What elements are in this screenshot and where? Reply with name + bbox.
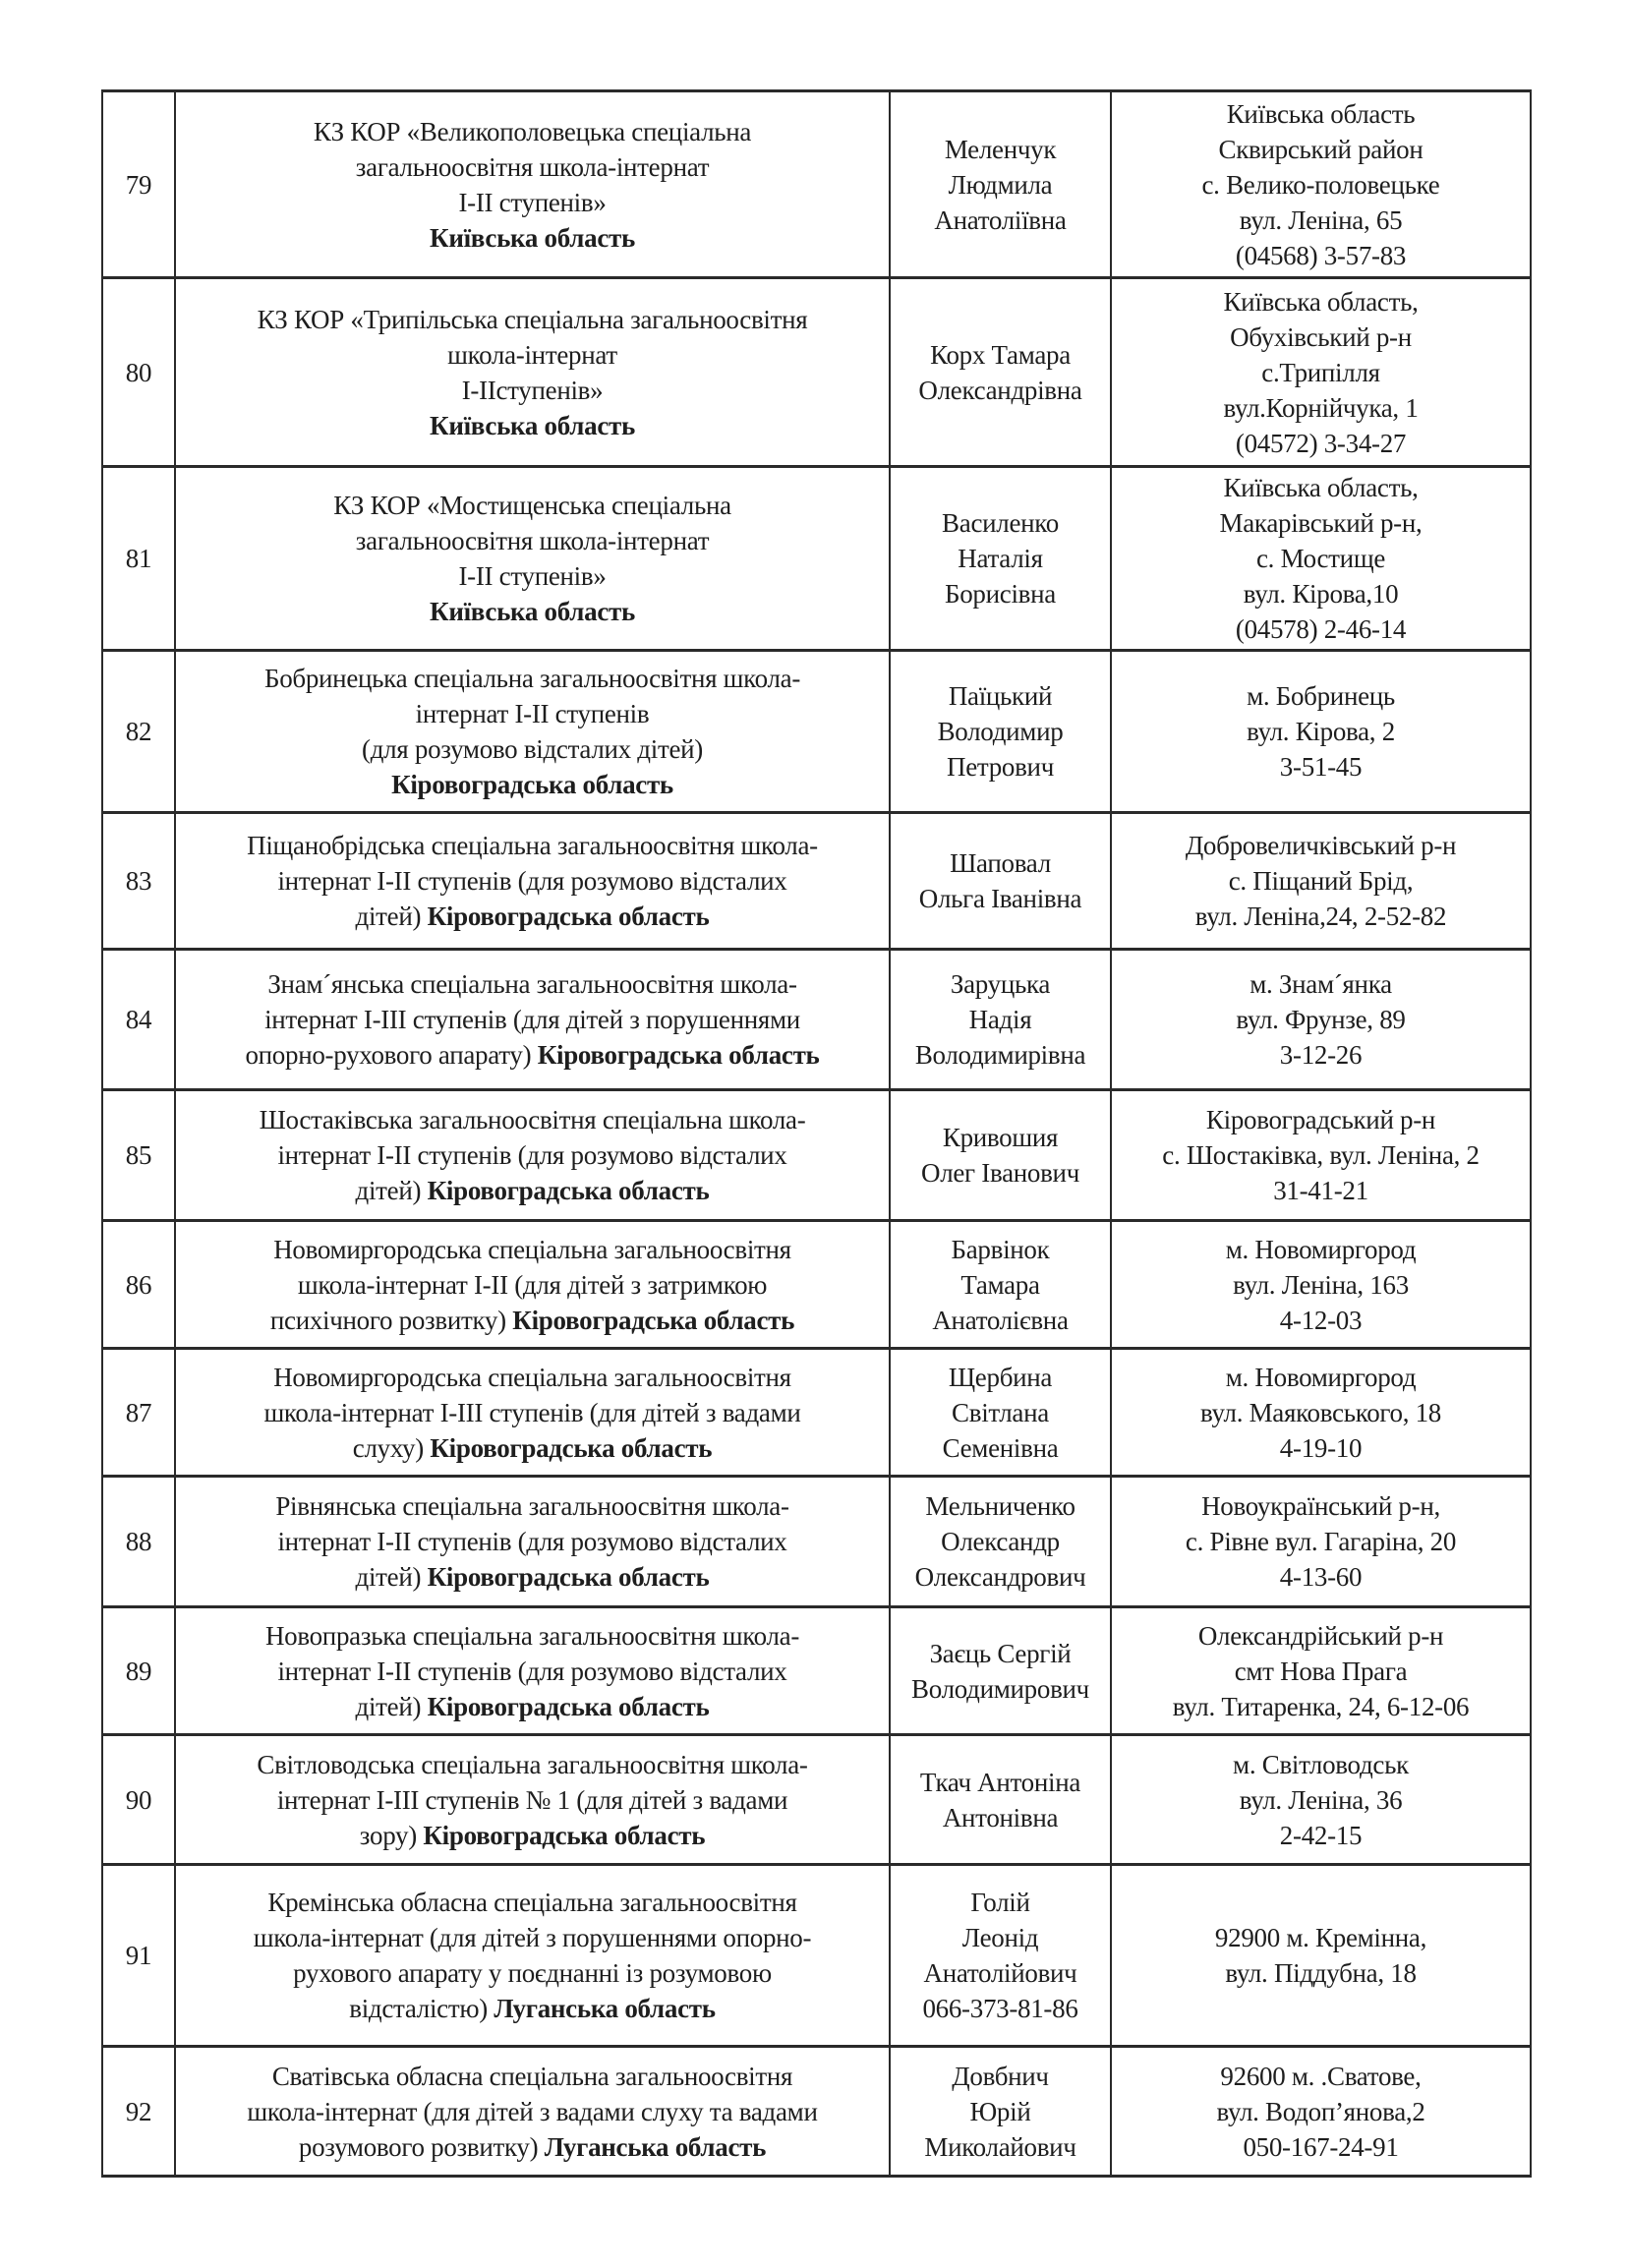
school-name-tail: опорно-рухового апарату) <box>245 1040 532 1070</box>
table-row <box>102 467 1531 651</box>
school-name-cell <box>175 2047 890 2177</box>
director-name-line: Олександрович <box>914 1562 1086 1592</box>
director-cell <box>890 2047 1111 2177</box>
address-line: 92600 м. .Сватове, <box>1220 2061 1422 2091</box>
school-name-line: Рівнянська спеціальна загальноосвітня школа- <box>275 1491 789 1521</box>
school-name-line: загальноосвітня школа-інтернат <box>355 526 710 555</box>
address-line: вул. Водоп’янова,2 <box>1216 2096 1425 2126</box>
address-line: 4-13-60 <box>1279 1562 1363 1592</box>
director-cell <box>890 1349 1111 1477</box>
address-cell <box>1111 1090 1531 1221</box>
address-cell <box>1111 1477 1531 1607</box>
school-name-line: КЗ КОР «Мостищенська спеціальна <box>333 491 731 520</box>
address-line: Обухівський р-н <box>1230 321 1412 352</box>
address-line: вул. Маяковського, 18 <box>1199 1397 1441 1427</box>
school-name-line: школа-інтернат І-ІІ (для дітей з затримкою <box>297 1269 768 1300</box>
school-name-line: інтернат І-ІІІ ступенів (для дітей з порушеннями <box>264 1005 800 1034</box>
school-name-cell <box>175 1865 890 2047</box>
director-cell <box>890 1477 1111 1607</box>
address-cell <box>1111 278 1531 467</box>
director-name-line: Світлана <box>952 1397 1049 1427</box>
director-cell <box>890 1090 1111 1221</box>
director-name-line: Володимирівна <box>914 1040 1086 1070</box>
row-number: 88 <box>102 1477 175 1607</box>
school-name-cell <box>175 467 890 651</box>
table-row <box>102 813 1531 950</box>
table-row <box>102 1735 1531 1865</box>
school-name-tail: зору) <box>359 1820 417 1850</box>
address-cell <box>1111 1349 1531 1477</box>
address-line: вул. Фрунзе, 89 <box>1236 1005 1406 1034</box>
address-line: с. Велико-половецьке <box>1201 169 1440 200</box>
director-name-line: Кривошия <box>942 1123 1059 1152</box>
director-name-line: Голій <box>970 1888 1030 1917</box>
school-name-cell <box>175 813 890 950</box>
school-name-last-line <box>182 1430 883 1466</box>
school-name-line: загальноосвітня школа-інтернат <box>355 151 710 182</box>
director-cell <box>890 1865 1111 2047</box>
school-name-line: Новопразька спеціальна загальноосвітня школа- <box>264 1620 800 1651</box>
school-name-line: Сватівська обласна спеціальна загальноосвітня <box>271 2061 793 2091</box>
address-cell <box>1111 1865 1531 2047</box>
director-name-line: Корх Тамара <box>930 339 1071 370</box>
table-row <box>102 1221 1531 1349</box>
school-name-last-line <box>182 1991 883 2026</box>
director-name-line: Володимир <box>937 717 1064 746</box>
director-cell <box>890 278 1111 467</box>
table-row <box>102 1477 1531 1607</box>
address-line: с. Рівне вул. Гагаріна, 20 <box>1185 1527 1457 1556</box>
address-line: 3-12-26 <box>1279 1040 1363 1070</box>
region-label: Кіровоградська область <box>427 1691 710 1721</box>
row-number: 87 <box>102 1349 175 1477</box>
director-name-line: Довбнич <box>952 2061 1049 2091</box>
table-body <box>102 91 1531 2177</box>
address-line: вул. Кірова,10 <box>1243 579 1399 609</box>
director-cell <box>890 1735 1111 1865</box>
school-name-line: школа-інтернат (для дітей з порушеннями опорно- <box>253 1923 812 1952</box>
director-cell <box>890 813 1111 950</box>
school-name-last-line <box>182 220 883 256</box>
table-row <box>102 1607 1531 1735</box>
school-name-cell <box>175 91 890 278</box>
school-name-line: (для розумово відсталих дітей) <box>362 734 703 764</box>
director-name-line: Щербина <box>948 1362 1053 1392</box>
school-name-tail: відсталістю) <box>349 1994 488 2023</box>
school-name-last-line <box>182 1559 883 1595</box>
school-name-line: КЗ КОР «Великополовецька спеціальна <box>313 116 752 146</box>
director-name-line: Антонівна <box>942 1802 1059 1832</box>
address-line: вул. Піддубна, 18 <box>1225 1958 1417 1988</box>
school-name-tail: дітей) <box>355 1562 422 1592</box>
school-name-tail: розумового розвитку) <box>298 2131 539 2162</box>
address-cell <box>1111 813 1531 950</box>
director-cell <box>890 950 1111 1090</box>
address-line: вул. Леніна,24, 2-52-82 <box>1194 901 1447 931</box>
school-name-cell <box>175 1607 890 1735</box>
school-name-line: І-ІІ ступенів» <box>458 561 607 591</box>
director-name-line: Надія <box>968 1005 1032 1034</box>
director-name-line: Семенівна <box>942 1432 1059 1463</box>
address-line: (04578) 2-46-14 <box>1235 614 1407 644</box>
region-label: Кіровоградська область <box>391 770 673 799</box>
address-line: Київська область <box>1226 98 1416 129</box>
director-cell <box>890 91 1111 278</box>
row-number: 86 <box>102 1221 175 1349</box>
school-name-last-line <box>182 767 883 802</box>
school-name-line: інтернат І-ІІ ступенів (для розумово відсталих <box>277 1527 787 1556</box>
school-name-tail: дітей) <box>355 1176 422 1205</box>
director-name-line: Олександрівна <box>918 375 1082 405</box>
address-line: 4-19-10 <box>1279 1432 1363 1463</box>
school-name-tail: дітей) <box>355 1691 422 1721</box>
school-name-last-line <box>182 1037 883 1073</box>
school-name-line: інтернат І-ІІ ступенів (для розумово відсталих <box>277 1656 787 1686</box>
director-name-line: Юрій <box>969 2096 1031 2126</box>
school-name-line: Бобринецька спеціальна загальноосвітня школа- <box>263 664 801 693</box>
school-name-cell <box>175 1349 890 1477</box>
address-line: м. Знам´янка <box>1249 969 1392 999</box>
row-number: 83 <box>102 813 175 950</box>
address-line: м. Новомиргород <box>1225 1234 1417 1264</box>
address-cell <box>1111 1735 1531 1865</box>
table-row <box>102 1349 1531 1477</box>
director-cell <box>890 467 1111 651</box>
school-name-tail: психічного розвитку) <box>269 1305 506 1335</box>
address-line: Новоукраїнський р-н, <box>1201 1491 1440 1521</box>
address-cell <box>1111 950 1531 1090</box>
table-row <box>102 1865 1531 2047</box>
row-number: 89 <box>102 1607 175 1735</box>
row-number: 92 <box>102 2047 175 2177</box>
table-row <box>102 950 1531 1090</box>
address-line: с. Шостаківка, вул. Леніна, 2 <box>1162 1140 1480 1170</box>
address-line: вул. Леніна, 163 <box>1233 1269 1409 1300</box>
school-name-cell <box>175 651 890 813</box>
region-label: Кіровоградська область <box>430 1432 713 1463</box>
address-line: Олександрійський р-н <box>1197 1620 1444 1651</box>
director-name-line: Шаповал <box>950 848 1051 878</box>
school-name-last-line <box>182 408 883 443</box>
address-cell <box>1111 91 1531 278</box>
region-label: Кіровоградська область <box>427 1562 710 1592</box>
address-line: Добровеличківський р-н <box>1185 831 1457 860</box>
row-number: 82 <box>102 651 175 813</box>
director-name-line: Мельниченко <box>925 1491 1075 1521</box>
school-name-line: інтернат І-ІІ ступенів <box>415 699 650 728</box>
director-name-line: Меленчук <box>944 134 1057 164</box>
table-row <box>102 91 1531 278</box>
director-cell <box>890 1607 1111 1735</box>
address-line: Сквирський район <box>1218 134 1424 164</box>
school-name-line: Шостаківська загальноосвітня спеціальна школа- <box>259 1105 806 1134</box>
row-number: 84 <box>102 950 175 1090</box>
region-label: Кіровоградська область <box>427 901 710 931</box>
director-name-line: Заєць Сергій <box>929 1638 1072 1668</box>
school-name-line: Новомиргородська спеціальна загальноосвітня <box>273 1234 791 1264</box>
region-label: Луганська область <box>494 1994 716 2023</box>
address-line: м. Світловодськ <box>1233 1749 1409 1779</box>
address-cell <box>1111 1221 1531 1349</box>
director-name-line: Ольга Іванівна <box>918 884 1082 913</box>
address-line: Київська область, <box>1223 473 1419 502</box>
director-name-line: Анатолійович <box>923 1958 1077 1988</box>
region-label: Луганська область <box>544 2131 767 2162</box>
address-line: вул. Кірова, 2 <box>1247 717 1395 746</box>
row-number: 90 <box>102 1735 175 1865</box>
address-line: 92900 м. Кремінна, <box>1214 1923 1427 1952</box>
row-number: 85 <box>102 1090 175 1221</box>
director-name-line: Миколайович <box>924 2131 1076 2162</box>
school-name-tail: дітей) <box>355 901 422 931</box>
school-name-last-line <box>182 594 883 629</box>
school-name-cell <box>175 1735 890 1865</box>
director-name-line: Барвінок <box>951 1234 1050 1264</box>
address-line: м. Новомиргород <box>1225 1362 1417 1392</box>
director-name-line: Петрович <box>947 752 1054 782</box>
school-name-line: Кремінська обласна спеціальна загальноосвітня <box>267 1888 797 1917</box>
school-name-cell <box>175 1090 890 1221</box>
region-label: Київська область <box>430 597 635 626</box>
director-name-line: Людмила <box>948 169 1053 200</box>
address-line: 31-41-21 <box>1273 1176 1368 1205</box>
address-line: вул. Леніна, 65 <box>1239 204 1403 235</box>
school-name-line: І-ІІступенів» <box>461 375 604 405</box>
table-row <box>102 278 1531 467</box>
school-name-line: КЗ КОР «Трипільська спеціальна загальноосвітня <box>257 304 808 334</box>
director-name-line: 066-373-81-86 <box>922 1994 1078 2023</box>
address-line: 2-42-15 <box>1279 1820 1363 1850</box>
address-line: 4-12-03 <box>1279 1305 1363 1335</box>
address-cell <box>1111 1607 1531 1735</box>
address-cell <box>1111 651 1531 813</box>
school-name-line: рухового апарату у поєднанні із розумовою <box>293 1958 772 1988</box>
address-line: м. Бобринець <box>1247 681 1395 711</box>
schools-table <box>101 89 1532 2178</box>
director-name-line: Володимирович <box>911 1673 1089 1704</box>
school-name-line: інтернат І-ІІІ ступенів № 1 (для дітей з вадами <box>276 1784 788 1815</box>
school-name-line: інтернат І-ІІ ступенів (для розумово відсталих <box>277 1140 787 1170</box>
address-line: вул.Корнійчука, 1 <box>1223 392 1419 423</box>
address-cell <box>1111 467 1531 651</box>
school-name-cell <box>175 950 890 1090</box>
row-number: 91 <box>102 1865 175 2047</box>
school-name-line: І-ІІ ступенів» <box>458 187 607 217</box>
director-name-line: Тамара <box>960 1269 1040 1300</box>
director-name-line: Василенко <box>942 508 1059 538</box>
director-cell <box>890 651 1111 813</box>
school-name-last-line <box>182 1173 883 1208</box>
school-name-line: школа-інтернат <box>447 339 617 370</box>
school-name-line: інтернат І-ІІ ступенів (для розумово відсталих <box>277 866 787 896</box>
school-name-line: Новомиргородська спеціальна загальноосвітня <box>273 1362 791 1392</box>
school-name-last-line <box>182 1818 883 1853</box>
school-name-line: школа-інтернат І-ІІІ ступенів (для дітей з вадами <box>263 1397 801 1427</box>
director-name-line: Олександр <box>941 1527 1060 1556</box>
school-name-line: Піщанобрідська спеціальна загальноосвітня школа- <box>247 831 818 860</box>
director-name-line: Ткач Антоніна <box>919 1767 1081 1797</box>
school-name-last-line <box>182 1689 883 1724</box>
address-line: 3-51-45 <box>1279 752 1363 782</box>
table-row <box>102 651 1531 813</box>
director-name-line: Заруцька <box>950 969 1051 999</box>
school-name-line: Знам´янська спеціальна загальноосвітня школа- <box>267 969 797 999</box>
director-cell <box>890 1221 1111 1349</box>
address-line: вул. Леніна, 36 <box>1239 1784 1403 1815</box>
region-label: Кіровоградська область <box>537 1040 820 1070</box>
school-name-cell <box>175 278 890 467</box>
director-name-line: Анатоліївна <box>934 204 1067 235</box>
table-row <box>102 1090 1531 1221</box>
address-line: вул. Титаренка, 24, 6-12-06 <box>1172 1691 1470 1721</box>
region-label: Кіровоградська область <box>512 1305 795 1335</box>
table-row <box>102 2047 1531 2177</box>
school-name-cell <box>175 1477 890 1607</box>
director-name-line: Анатолієвна <box>932 1305 1069 1335</box>
director-name-line: Паїцький <box>948 681 1053 711</box>
address-line: с. Піщаний Брід, <box>1228 866 1414 896</box>
address-line: Київська область, <box>1223 286 1419 317</box>
address-cell <box>1111 2047 1531 2177</box>
director-name-line: Леонід <box>961 1923 1039 1952</box>
region-label: Київська область <box>430 410 635 440</box>
school-name-cell <box>175 1221 890 1349</box>
address-line: (04572) 3-34-27 <box>1235 428 1407 458</box>
school-name-line: Світловодська спеціальна загальноосвітня школа- <box>257 1749 808 1779</box>
row-number: 79 <box>102 91 175 278</box>
address-line: с.Трипілля <box>1261 357 1380 387</box>
address-line: Кіровоградський р-н <box>1205 1105 1436 1134</box>
row-number: 81 <box>102 467 175 651</box>
region-label: Київська область <box>430 222 635 253</box>
row-number: 80 <box>102 278 175 467</box>
director-name-line: Олег Іванович <box>921 1158 1079 1188</box>
address-line: с. Мостище <box>1256 544 1385 573</box>
school-name-line: школа-інтернат (для дітей з вадами слуху та вадами <box>247 2096 818 2126</box>
address-line: смт Нова Прага <box>1234 1656 1408 1686</box>
school-name-last-line <box>182 899 883 934</box>
address-line: (04568) 3-57-83 <box>1235 240 1407 270</box>
region-label: Кіровоградська область <box>423 1820 706 1850</box>
director-name-line: Борисівна <box>945 579 1056 609</box>
school-name-last-line <box>182 2129 883 2165</box>
address-line: 050-167-24-91 <box>1243 2131 1399 2162</box>
school-name-last-line <box>182 1303 883 1338</box>
region-label: Кіровоградська область <box>427 1176 710 1205</box>
address-line: Макарівський р-н, <box>1219 508 1423 538</box>
school-name-tail: слуху) <box>352 1432 424 1463</box>
director-name-line: Наталія <box>958 544 1043 573</box>
